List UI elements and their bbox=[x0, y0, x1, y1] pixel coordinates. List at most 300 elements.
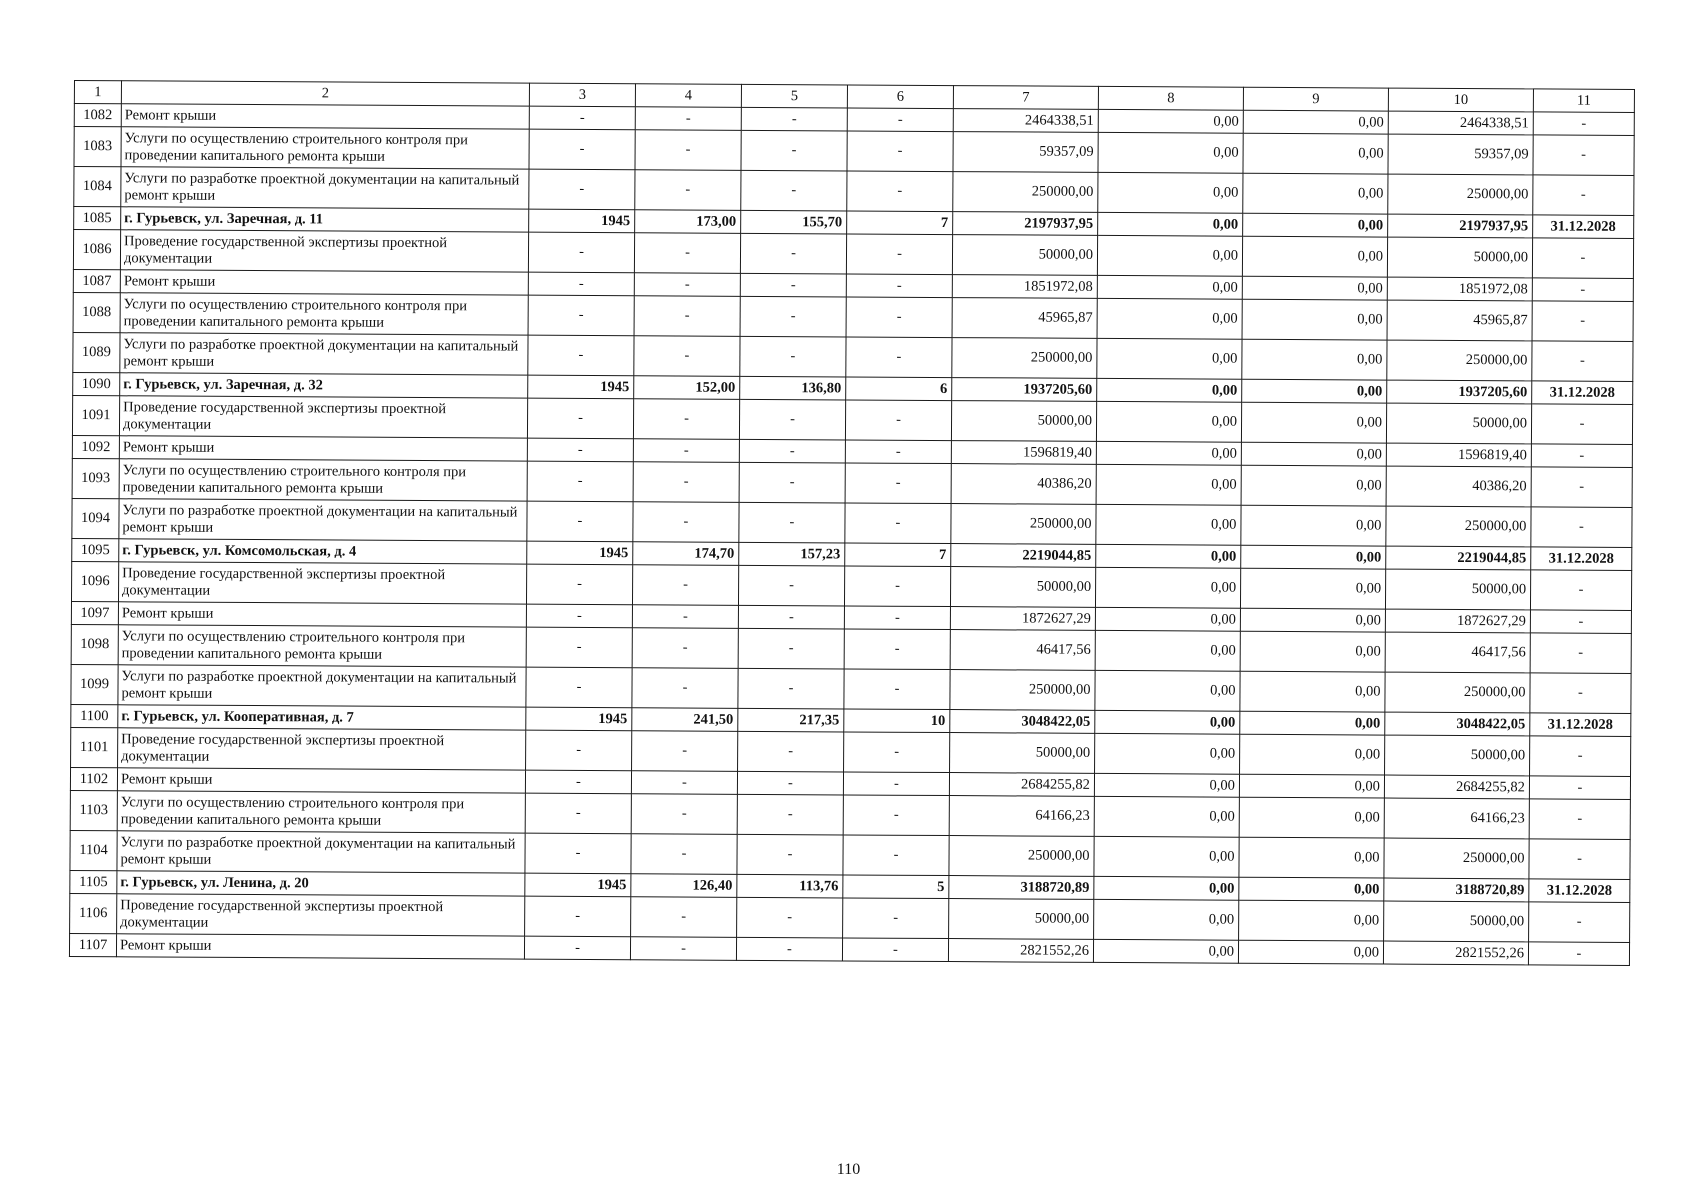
living-area: 136,80 bbox=[740, 376, 846, 400]
budget-cost: 0,00 bbox=[1241, 402, 1386, 443]
fund-cost: 0,00 bbox=[1095, 710, 1240, 734]
budget-cost: 0,00 bbox=[1240, 711, 1385, 735]
living-area: - bbox=[739, 502, 845, 543]
total-cost: 250000,00 bbox=[953, 172, 1098, 213]
residents-count: - bbox=[843, 835, 949, 876]
owners-cost: 2197937,95 bbox=[1388, 214, 1533, 238]
year-built: 1945 bbox=[528, 375, 634, 399]
column-header: 11 bbox=[1533, 89, 1634, 113]
total-cost: 40386,20 bbox=[951, 464, 1096, 505]
row-number: 1094 bbox=[72, 498, 119, 538]
residents-count: - bbox=[842, 938, 948, 962]
completion-date: 31.12.2028 bbox=[1532, 381, 1633, 405]
living-area: - bbox=[739, 439, 845, 463]
total-area: - bbox=[634, 336, 740, 377]
total-cost: 50000,00 bbox=[951, 401, 1096, 442]
total-area: - bbox=[634, 296, 740, 337]
completion-date: - bbox=[1533, 112, 1634, 136]
total-cost: 1851972,08 bbox=[952, 275, 1097, 299]
completion-date: - bbox=[1528, 942, 1629, 966]
row-number: 1096 bbox=[71, 561, 118, 601]
row-number: 1107 bbox=[69, 933, 116, 956]
living-area: - bbox=[737, 897, 843, 938]
row-number: 1101 bbox=[71, 727, 118, 767]
total-area: 152,00 bbox=[634, 376, 740, 400]
total-cost: 250000,00 bbox=[952, 338, 1097, 379]
page-number: 110 bbox=[836, 1161, 861, 1178]
work-description: Ремонт крыши bbox=[121, 104, 529, 129]
owners-cost: 2464338,51 bbox=[1388, 111, 1533, 135]
residents-count: - bbox=[846, 234, 952, 275]
row-number: 1100 bbox=[71, 704, 118, 727]
total-area: - bbox=[632, 668, 738, 709]
fund-cost: 0,00 bbox=[1095, 607, 1240, 631]
total-area: - bbox=[631, 834, 737, 875]
budget-cost: 0,00 bbox=[1241, 545, 1386, 569]
residents-count: - bbox=[844, 606, 950, 630]
budget-cost: 0,00 bbox=[1242, 299, 1387, 340]
living-area: - bbox=[740, 336, 846, 377]
year-built: - bbox=[528, 335, 634, 376]
owners-cost: 59357,09 bbox=[1388, 134, 1533, 175]
repair-schedule-table bbox=[69, 80, 1635, 966]
fund-cost: 0,00 bbox=[1097, 338, 1242, 379]
fund-cost: 0,00 bbox=[1094, 836, 1239, 877]
total-cost: 1596819,40 bbox=[951, 441, 1096, 465]
completion-date: - bbox=[1529, 799, 1630, 840]
residents-count: 7 bbox=[845, 543, 951, 567]
year-built: - bbox=[526, 667, 632, 708]
work-description: Ремонт крыши bbox=[120, 270, 528, 295]
total-area: - bbox=[631, 771, 737, 795]
work-description: г. Гурьевск, ул. Кооперативная, д. 7 bbox=[118, 705, 526, 730]
work-description: Проведение государственной экспертизы проектной документации bbox=[120, 230, 528, 272]
total-cost: 2684255,82 bbox=[949, 773, 1094, 797]
column-header: 1 bbox=[74, 81, 121, 104]
budget-cost: 0,00 bbox=[1241, 465, 1386, 506]
total-area: - bbox=[632, 605, 738, 629]
owners-cost: 64166,23 bbox=[1384, 798, 1529, 839]
total-cost: 50000,00 bbox=[952, 235, 1097, 276]
owners-cost: 2219044,85 bbox=[1386, 546, 1531, 570]
work-description: Услуги по разработке проектной документации на капитальный ремонт крыши bbox=[119, 499, 527, 541]
year-built: - bbox=[528, 272, 634, 296]
completion-date: - bbox=[1529, 902, 1630, 943]
owners-cost: 3188720,89 bbox=[1384, 878, 1529, 902]
budget-cost: 0,00 bbox=[1240, 608, 1385, 632]
work-description: г. Гурьевск, ул. Заречная, д. 11 bbox=[121, 207, 529, 232]
completion-date: - bbox=[1529, 776, 1630, 800]
column-header: 2 bbox=[121, 81, 529, 106]
completion-date: - bbox=[1533, 135, 1634, 176]
row-number: 1086 bbox=[73, 230, 120, 270]
fund-cost: 0,00 bbox=[1097, 378, 1242, 402]
year-built: - bbox=[526, 627, 632, 668]
year-built: - bbox=[527, 398, 633, 439]
work-description: Услуги по осуществлению строительного контроля при проведении капитального ремонта крыши bbox=[117, 791, 525, 833]
living-area: - bbox=[739, 399, 845, 440]
row-number: 1105 bbox=[70, 870, 117, 893]
living-area: 217,35 bbox=[738, 708, 844, 732]
residents-count: - bbox=[845, 463, 951, 504]
year-built: - bbox=[528, 232, 634, 273]
residents-count: - bbox=[844, 566, 950, 607]
year-built: - bbox=[526, 730, 632, 771]
column-header: 9 bbox=[1243, 87, 1388, 111]
owners-cost: 2684255,82 bbox=[1384, 775, 1529, 799]
budget-cost: 0,00 bbox=[1243, 110, 1388, 134]
work-description: Услуги по осуществлению строительного контроля при проведении капитального ремонта крыши bbox=[120, 293, 528, 335]
year-built: - bbox=[524, 936, 630, 960]
residents-count: - bbox=[845, 440, 951, 464]
year-built: - bbox=[525, 793, 631, 834]
table-body bbox=[69, 104, 1634, 966]
fund-cost: 0,00 bbox=[1097, 235, 1242, 276]
living-area: 113,76 bbox=[737, 874, 843, 898]
living-area: - bbox=[738, 731, 844, 772]
living-area: 155,70 bbox=[741, 210, 847, 234]
row-number: 1103 bbox=[70, 790, 117, 830]
total-area: - bbox=[634, 273, 740, 297]
living-area: - bbox=[737, 771, 843, 795]
row-number: 1090 bbox=[73, 372, 120, 395]
total-cost: 250000,00 bbox=[950, 670, 1095, 711]
residents-count: - bbox=[846, 274, 952, 298]
work-description: Проведение государственной экспертизы проектной документации bbox=[117, 894, 525, 936]
year-built: - bbox=[525, 833, 631, 874]
budget-cost: 0,00 bbox=[1240, 568, 1385, 609]
year-built: 1945 bbox=[529, 209, 635, 233]
completion-date: 31.12.2028 bbox=[1529, 879, 1630, 903]
residents-count: 7 bbox=[847, 211, 953, 235]
fund-cost: 0,00 bbox=[1098, 172, 1243, 213]
residents-count: - bbox=[845, 400, 951, 441]
work-description: Проведение государственной экспертизы проектной документации bbox=[119, 396, 527, 438]
row-number: 1087 bbox=[73, 269, 120, 292]
owners-cost: 250000,00 bbox=[1384, 838, 1529, 879]
residents-count: - bbox=[847, 171, 953, 212]
budget-cost: 0,00 bbox=[1243, 213, 1388, 237]
living-area: - bbox=[738, 668, 844, 709]
row-number: 1082 bbox=[74, 104, 121, 127]
residents-count: - bbox=[846, 337, 952, 378]
residents-count: - bbox=[844, 732, 950, 773]
fund-cost: 0,00 bbox=[1094, 773, 1239, 797]
year-built: - bbox=[529, 129, 635, 170]
owners-cost: 250000,00 bbox=[1386, 506, 1531, 547]
completion-date: - bbox=[1531, 507, 1632, 548]
completion-date: - bbox=[1533, 175, 1634, 216]
owners-cost: 50000,00 bbox=[1387, 237, 1532, 278]
work-description: Услуги по разработке проектной документации на капитальный ремонт крыши bbox=[118, 665, 526, 707]
row-number: 1098 bbox=[71, 624, 118, 664]
owners-cost: 1851972,08 bbox=[1387, 277, 1532, 301]
owners-cost: 2821552,26 bbox=[1383, 941, 1528, 965]
work-description: г. Гурьевск, ул. Ленина, д. 20 bbox=[117, 871, 525, 896]
residents-count: 5 bbox=[843, 875, 949, 899]
total-area: - bbox=[630, 937, 736, 961]
work-description: Услуги по осуществлению строительного контроля при проведении капитального ремонта крыши bbox=[118, 625, 526, 667]
total-cost: 2219044,85 bbox=[951, 544, 1096, 568]
total-area: - bbox=[632, 731, 738, 772]
column-header: 8 bbox=[1098, 86, 1243, 110]
work-description: Услуги по осуществлению строительного контроля при проведении капитального ремонта крыши bbox=[119, 459, 527, 501]
row-number: 1106 bbox=[70, 893, 117, 933]
owners-cost: 250000,00 bbox=[1385, 672, 1530, 713]
row-number: 1091 bbox=[72, 395, 119, 435]
residents-count: - bbox=[845, 503, 951, 544]
total-cost: 45965,87 bbox=[952, 298, 1097, 339]
total-cost: 2464338,51 bbox=[953, 109, 1098, 133]
total-area: 173,00 bbox=[635, 210, 741, 234]
row-number: 1092 bbox=[72, 435, 119, 458]
row-number: 1093 bbox=[72, 458, 119, 498]
living-area: - bbox=[737, 834, 843, 875]
total-area: - bbox=[635, 107, 741, 131]
row-number: 1089 bbox=[73, 332, 120, 372]
owners-cost: 3048422,05 bbox=[1385, 712, 1530, 736]
fund-cost: 0,00 bbox=[1095, 630, 1240, 671]
fund-cost: 0,00 bbox=[1096, 464, 1241, 505]
total-area: - bbox=[633, 462, 739, 503]
budget-cost: 0,00 bbox=[1241, 505, 1386, 546]
owners-cost: 1596819,40 bbox=[1386, 443, 1531, 467]
living-area: - bbox=[740, 233, 846, 274]
total-cost: 59357,09 bbox=[953, 132, 1098, 173]
year-built: 1945 bbox=[526, 707, 632, 731]
row-number: 1099 bbox=[71, 664, 118, 704]
completion-date: 31.12.2028 bbox=[1533, 215, 1634, 239]
completion-date: - bbox=[1531, 444, 1632, 468]
living-area: - bbox=[738, 605, 844, 629]
row-number: 1085 bbox=[74, 207, 121, 230]
living-area: - bbox=[736, 937, 842, 961]
completion-date: - bbox=[1529, 839, 1630, 880]
owners-cost: 50000,00 bbox=[1384, 901, 1529, 942]
residents-count: - bbox=[844, 669, 950, 710]
work-description: Проведение государственной экспертизы проектной документации bbox=[118, 562, 526, 604]
budget-cost: 0,00 bbox=[1243, 173, 1388, 214]
column-header: 5 bbox=[741, 84, 847, 108]
total-cost: 3048422,05 bbox=[950, 710, 1095, 734]
owners-cost: 1872627,29 bbox=[1385, 609, 1530, 633]
fund-cost: 0,00 bbox=[1094, 899, 1239, 940]
owners-cost: 46417,56 bbox=[1385, 632, 1530, 673]
work-description: г. Гурьевск, ул. Комсомольская, д. 4 bbox=[119, 539, 527, 564]
year-built: 1945 bbox=[527, 541, 633, 565]
total-area: 126,40 bbox=[631, 874, 737, 898]
living-area: - bbox=[740, 273, 846, 297]
residents-count: - bbox=[844, 629, 950, 670]
total-cost: 64166,23 bbox=[949, 796, 1094, 837]
budget-cost: 0,00 bbox=[1240, 671, 1385, 712]
budget-cost: 0,00 bbox=[1243, 133, 1388, 174]
total-cost: 2197937,95 bbox=[953, 212, 1098, 236]
row-number: 1102 bbox=[70, 767, 117, 790]
year-built: - bbox=[526, 564, 632, 605]
total-area: - bbox=[635, 170, 741, 211]
owners-cost: 50000,00 bbox=[1386, 403, 1531, 444]
fund-cost: 0,00 bbox=[1098, 212, 1243, 236]
completion-date: - bbox=[1532, 238, 1633, 279]
total-cost: 46417,56 bbox=[950, 630, 1095, 671]
row-number: 1084 bbox=[74, 167, 121, 207]
residents-count: - bbox=[847, 108, 953, 132]
fund-cost: 0,00 bbox=[1096, 504, 1241, 545]
budget-cost: 0,00 bbox=[1240, 734, 1385, 775]
living-area: - bbox=[741, 170, 847, 211]
work-description: Услуги по разработке проектной документации на капитальный ремонт крыши bbox=[117, 831, 525, 873]
column-header: 4 bbox=[635, 84, 741, 108]
completion-date: - bbox=[1530, 570, 1631, 611]
residents-count: - bbox=[846, 297, 952, 338]
completion-date: - bbox=[1530, 673, 1631, 714]
total-area: - bbox=[633, 502, 739, 543]
fund-cost: 0,00 bbox=[1095, 670, 1240, 711]
work-description: Услуги по разработке проектной документации на капитальный ремонт крыши bbox=[120, 333, 528, 375]
fund-cost: 0,00 bbox=[1097, 275, 1242, 299]
work-description: Услуги по разработке проектной документации на капитальный ремонт крыши bbox=[121, 167, 529, 209]
budget-cost: 0,00 bbox=[1242, 379, 1387, 403]
living-area: 157,23 bbox=[739, 542, 845, 566]
total-area: - bbox=[632, 628, 738, 669]
completion-date: - bbox=[1532, 341, 1633, 382]
total-area: 241,50 bbox=[632, 708, 738, 732]
owners-cost: 250000,00 bbox=[1387, 340, 1532, 381]
work-description: г. Гурьевск, ул. Заречная, д. 32 bbox=[120, 373, 528, 398]
living-area: - bbox=[739, 462, 845, 503]
work-description: Ремонт крыши bbox=[118, 602, 526, 627]
living-area: - bbox=[738, 565, 844, 606]
year-built: - bbox=[529, 169, 635, 210]
living-area: - bbox=[738, 628, 844, 669]
total-cost: 50000,00 bbox=[949, 899, 1094, 940]
work-description: Проведение государственной экспертизы проектной документации bbox=[118, 728, 526, 770]
column-header: 6 bbox=[847, 85, 953, 109]
budget-cost: 0,00 bbox=[1242, 339, 1387, 380]
fund-cost: 0,00 bbox=[1094, 876, 1239, 900]
residents-count: - bbox=[843, 795, 949, 836]
budget-cost: 0,00 bbox=[1242, 276, 1387, 300]
total-area: - bbox=[633, 439, 739, 463]
year-built: - bbox=[526, 604, 632, 628]
total-cost: 1872627,29 bbox=[950, 607, 1095, 631]
completion-date: - bbox=[1530, 736, 1631, 777]
owners-cost: 1937205,60 bbox=[1387, 380, 1532, 404]
row-number: 1083 bbox=[74, 127, 121, 167]
residents-count: - bbox=[843, 898, 949, 939]
fund-cost: 0,00 bbox=[1096, 401, 1241, 442]
budget-cost: 0,00 bbox=[1239, 900, 1384, 941]
budget-cost: 0,00 bbox=[1239, 797, 1384, 838]
row-number: 1095 bbox=[72, 538, 119, 561]
budget-cost: 0,00 bbox=[1238, 940, 1383, 964]
total-cost: 250000,00 bbox=[951, 504, 1096, 545]
total-area: - bbox=[631, 897, 737, 938]
budget-cost: 0,00 bbox=[1239, 837, 1384, 878]
year-built: - bbox=[525, 896, 631, 937]
fund-cost: 0,00 bbox=[1094, 796, 1239, 837]
total-cost: 2821552,26 bbox=[948, 939, 1093, 963]
total-area: - bbox=[632, 565, 738, 606]
year-built: - bbox=[525, 770, 631, 794]
owners-cost: 40386,20 bbox=[1386, 466, 1531, 507]
total-cost: 50000,00 bbox=[950, 733, 1095, 774]
owners-cost: 50000,00 bbox=[1385, 735, 1530, 776]
year-built: - bbox=[527, 438, 633, 462]
column-header: 7 bbox=[953, 86, 1098, 110]
fund-cost: 0,00 bbox=[1096, 544, 1241, 568]
total-cost: 1937205,60 bbox=[952, 378, 1097, 402]
total-cost: 3188720,89 bbox=[949, 876, 1094, 900]
completion-date: - bbox=[1530, 610, 1631, 634]
completion-date: - bbox=[1530, 633, 1631, 674]
total-cost: 250000,00 bbox=[949, 836, 1094, 877]
living-area: - bbox=[737, 794, 843, 835]
year-built: - bbox=[529, 106, 635, 130]
work-description: Ремонт крыши bbox=[119, 436, 527, 461]
living-area: - bbox=[741, 107, 847, 131]
work-description: Ремонт крыши bbox=[116, 934, 524, 959]
row-number: 1088 bbox=[73, 292, 120, 332]
row-number: 1097 bbox=[71, 601, 118, 624]
residents-count: - bbox=[847, 131, 953, 172]
completion-date: 31.12.2028 bbox=[1531, 547, 1632, 571]
row-number: 1104 bbox=[70, 830, 117, 870]
owners-cost: 50000,00 bbox=[1385, 569, 1530, 610]
fund-cost: 0,00 bbox=[1095, 733, 1240, 774]
residents-count: - bbox=[843, 772, 949, 796]
completion-date: - bbox=[1531, 404, 1632, 445]
living-area: - bbox=[740, 296, 846, 337]
column-header: 10 bbox=[1388, 88, 1533, 112]
completion-date: - bbox=[1532, 301, 1633, 342]
work-description: Услуги по осуществлению строительного контроля при проведении капитального ремонта крыши bbox=[121, 127, 529, 169]
total-area: - bbox=[631, 794, 737, 835]
fund-cost: 0,00 bbox=[1098, 132, 1243, 173]
fund-cost: 0,00 bbox=[1095, 567, 1240, 608]
budget-cost: 0,00 bbox=[1241, 442, 1386, 466]
owners-cost: 45965,87 bbox=[1387, 300, 1532, 341]
document-sheet bbox=[69, 80, 1634, 966]
year-built: - bbox=[528, 295, 634, 336]
budget-cost: 0,00 bbox=[1240, 631, 1385, 672]
budget-cost: 0,00 bbox=[1239, 774, 1384, 798]
budget-cost: 0,00 bbox=[1242, 236, 1387, 277]
total-area: - bbox=[635, 130, 741, 171]
total-area: - bbox=[634, 233, 740, 274]
total-area: 174,70 bbox=[633, 542, 739, 566]
total-cost: 50000,00 bbox=[950, 567, 1095, 608]
owners-cost: 250000,00 bbox=[1388, 174, 1533, 215]
residents-count: 10 bbox=[844, 709, 950, 733]
year-built: - bbox=[527, 461, 633, 502]
completion-date: - bbox=[1531, 467, 1632, 508]
budget-cost: 0,00 bbox=[1239, 877, 1384, 901]
fund-cost: 0,00 bbox=[1097, 298, 1242, 339]
year-built: 1945 bbox=[525, 873, 631, 897]
total-area: - bbox=[633, 399, 739, 440]
living-area: - bbox=[741, 130, 847, 171]
fund-cost: 0,00 bbox=[1093, 939, 1238, 963]
work-description: Ремонт крыши bbox=[117, 768, 525, 793]
column-header: 3 bbox=[529, 83, 635, 107]
residents-count: 6 bbox=[846, 377, 952, 401]
fund-cost: 0,00 bbox=[1096, 441, 1241, 465]
completion-date: - bbox=[1532, 278, 1633, 302]
fund-cost: 0,00 bbox=[1098, 109, 1243, 133]
year-built: - bbox=[527, 501, 633, 542]
